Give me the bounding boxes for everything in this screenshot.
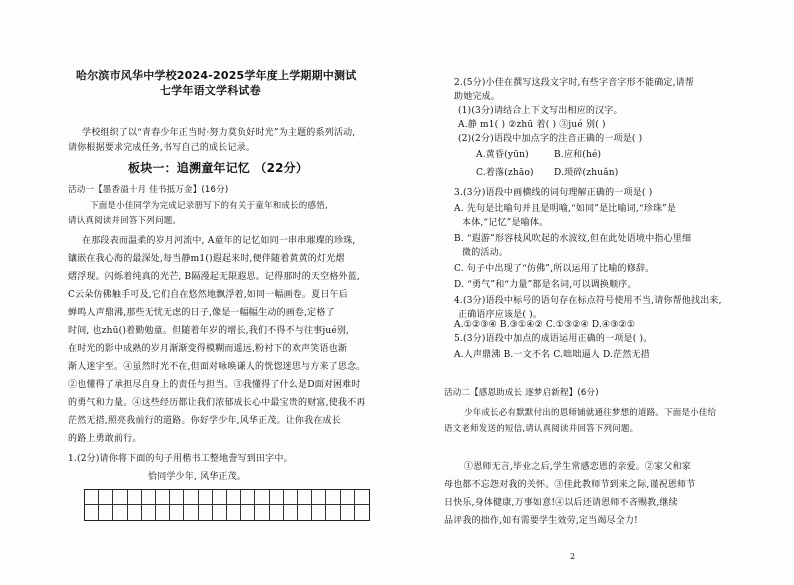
left-column bbox=[68, 0, 380, 585]
activity-2-line-2: 语文老师发送的短信,请认真阅读并回答下列问题。 bbox=[444, 424, 639, 434]
passage-line: 在时光的影中成熟的岁月渐渐变得模糊而遥远,粉衬下的欢声笑语也渐 bbox=[68, 344, 348, 354]
question-3-option-c: C. 句子中出现了“仿佛”,所以运用了比喻的修辞。 bbox=[454, 264, 655, 274]
activity-1-heading: 活动一【墨香溢十月 佳书抵万金】(16分) bbox=[68, 185, 229, 195]
question-2-option-c: C.着落(zhāo) bbox=[476, 168, 534, 178]
question-5-options: A.人声鼎沸 B.一文不名 C.咄咄逼人 D.茫然无措 bbox=[454, 350, 651, 360]
passage-line: 的勇气和力量。④这些经历都让我们浓郁成长心中最宝贵的财富,使我不再 bbox=[68, 398, 366, 408]
passage-line: 时间, 也zhū()着勤勉童。但随着年岁的增长,我们不得不与往事jué别, bbox=[68, 326, 350, 336]
page-number: 2 bbox=[570, 552, 576, 561]
question-2-option-b: B.应和(hé) bbox=[554, 150, 602, 160]
question-3-option-d: D. “勇气”和“力量”都是名词,可以调换顺序。 bbox=[454, 280, 637, 290]
question-2: 2.(5分)小佳在撰写这段文字时,有些字音字形不能确定,请帮 bbox=[454, 78, 695, 88]
question-4-cont: 正确语序应该是( )。 bbox=[458, 310, 543, 320]
question-5: 5.(3分)语段中加点的成语运用正确的一项是( )。 bbox=[454, 334, 653, 344]
passage-line: 的路上勇敢前行。 bbox=[68, 434, 142, 444]
question-3: 3.(3分)语段中画横线的词句理解正确的一项是( ) bbox=[454, 188, 653, 198]
question-3-option-a-cont: 本体,“记忆”是喻体。 bbox=[462, 218, 549, 228]
letter-line: 母也都不忘怨对我的关怀。③佳此教师节到来之际,谨祝恩师节 bbox=[444, 480, 696, 490]
passage-line: C云朵仿佛触手可及,它们自在悠然地飘浮着,如同一幅画卷。夏日午后 bbox=[68, 290, 349, 300]
exam-title: 哈尔滨市风华中学校2024-2025学年度上学期期中测试 bbox=[76, 69, 357, 82]
passage-line: 镶嵌在我心海的最深处,每当静m1()遐起来时,便伴随着黄黄的灯光熠 bbox=[68, 254, 345, 264]
question-2-part-2: (2)(2分)语段中加点字的注音正确的一项是( ) bbox=[458, 134, 643, 144]
passage-line: ②也懂得了承担尽自身上的责任与担当。③我懂得了什么是D面对困难时 bbox=[68, 380, 361, 390]
question-3-option-a: A. 先句是比喻句并且是明喻,“如同”是比喻词,“珍珠”是 bbox=[454, 204, 677, 214]
question-2-option-a: A.黄昏(yūn) bbox=[476, 150, 529, 160]
tianzi-writing-grid[interactable] bbox=[84, 489, 370, 521]
passage-line: 茫然无措,照亮我前行的道路。你好学少年,风华正茂。让你我在成长 bbox=[68, 416, 341, 426]
activity-1-line-2: 请认真阅读并回答下列问题。 bbox=[68, 216, 182, 226]
letter-line: ①恩师无言,毕业之后,学生常感恋恩的亲爱。②家父和家 bbox=[464, 462, 691, 472]
intro-line-2: 请你根据要求完成任务,书写自己的成长记录。 bbox=[68, 143, 256, 153]
question-2-cont: 助她完成。 bbox=[454, 92, 501, 102]
passage-line: 蝉鸣人声鼎沸,那些无忧无虑的日子,像是一幅幅生动的画卷,定格了 bbox=[68, 308, 335, 318]
passage-line: 在那段表而温柔的岁月河流中, A童年的记忆如同一串串璀璨的珍珠, bbox=[82, 236, 356, 246]
section-1-heading: 板块一：追溯童年记忆 （22分） bbox=[128, 161, 309, 175]
exam-subtitle: 七学年语文学科试卷 bbox=[160, 84, 261, 97]
question-2-part-1: (1)(3分)请结合上下文写出相应的汉字。 bbox=[458, 106, 623, 116]
question-3-option-b-cont: 微的活动。 bbox=[462, 248, 509, 258]
passage-line: 渐人迷宇至。④虽然时光不在,但面对咏唤谦人的恍惚迷思与方来了思念。 bbox=[68, 362, 366, 372]
question-4: 4.(3分)语段中标号的语句存在标点符号使用不当,请你帮他找出来, bbox=[454, 296, 722, 306]
intro-line-1: 学校组织了以“青春少年正当时·努力莫负好时光”为主题的系列活动, bbox=[82, 128, 356, 138]
passage-line: 熠浮现。闪烁着纯真的光芒, B隔漫起无限遐思。记得那时的天空格外蓝, bbox=[68, 272, 360, 282]
question-2-option-d: D.琐碎(zhuǎn) bbox=[554, 168, 619, 178]
activity-2-line-1: 少年成长必有默默付出的恩师铺就通往梦想的道路。下面是小佳给 bbox=[464, 408, 717, 418]
question-4-options: A.①②③④ B.③①④② C.①③②④ D.④③②① bbox=[454, 320, 636, 330]
question-1: 1.(2分)请你将下面的句子用楷书工整地誊写到田字中。 bbox=[68, 454, 293, 464]
activity-2-heading: 活动二【感恩助成长 逐梦启新程】(6分) bbox=[444, 388, 599, 398]
activity-1-line-1: 下面是小佳同学为完成记录册写下的有关于童年和成长的感悟, bbox=[90, 201, 328, 211]
question-1-sentence: 恰同学少年, 风华正茂。 bbox=[148, 472, 247, 482]
right-column bbox=[444, 0, 764, 585]
letter-line: 品评我的拙作,如有需要学生效劳,定当竭尽全力! bbox=[444, 516, 638, 526]
letter-line: 日快乐,身体健康,万事如意!④以后还请恩师不吝赐教,继续 bbox=[444, 498, 678, 508]
question-3-option-b: B. “遐游”形容枝风吹起的水波纹,但在此处语境中指心里细 bbox=[454, 234, 692, 244]
question-2-part-1-items: A.静 m1( ) ②zhū 着( ) ③jué 别( ) bbox=[458, 120, 606, 130]
